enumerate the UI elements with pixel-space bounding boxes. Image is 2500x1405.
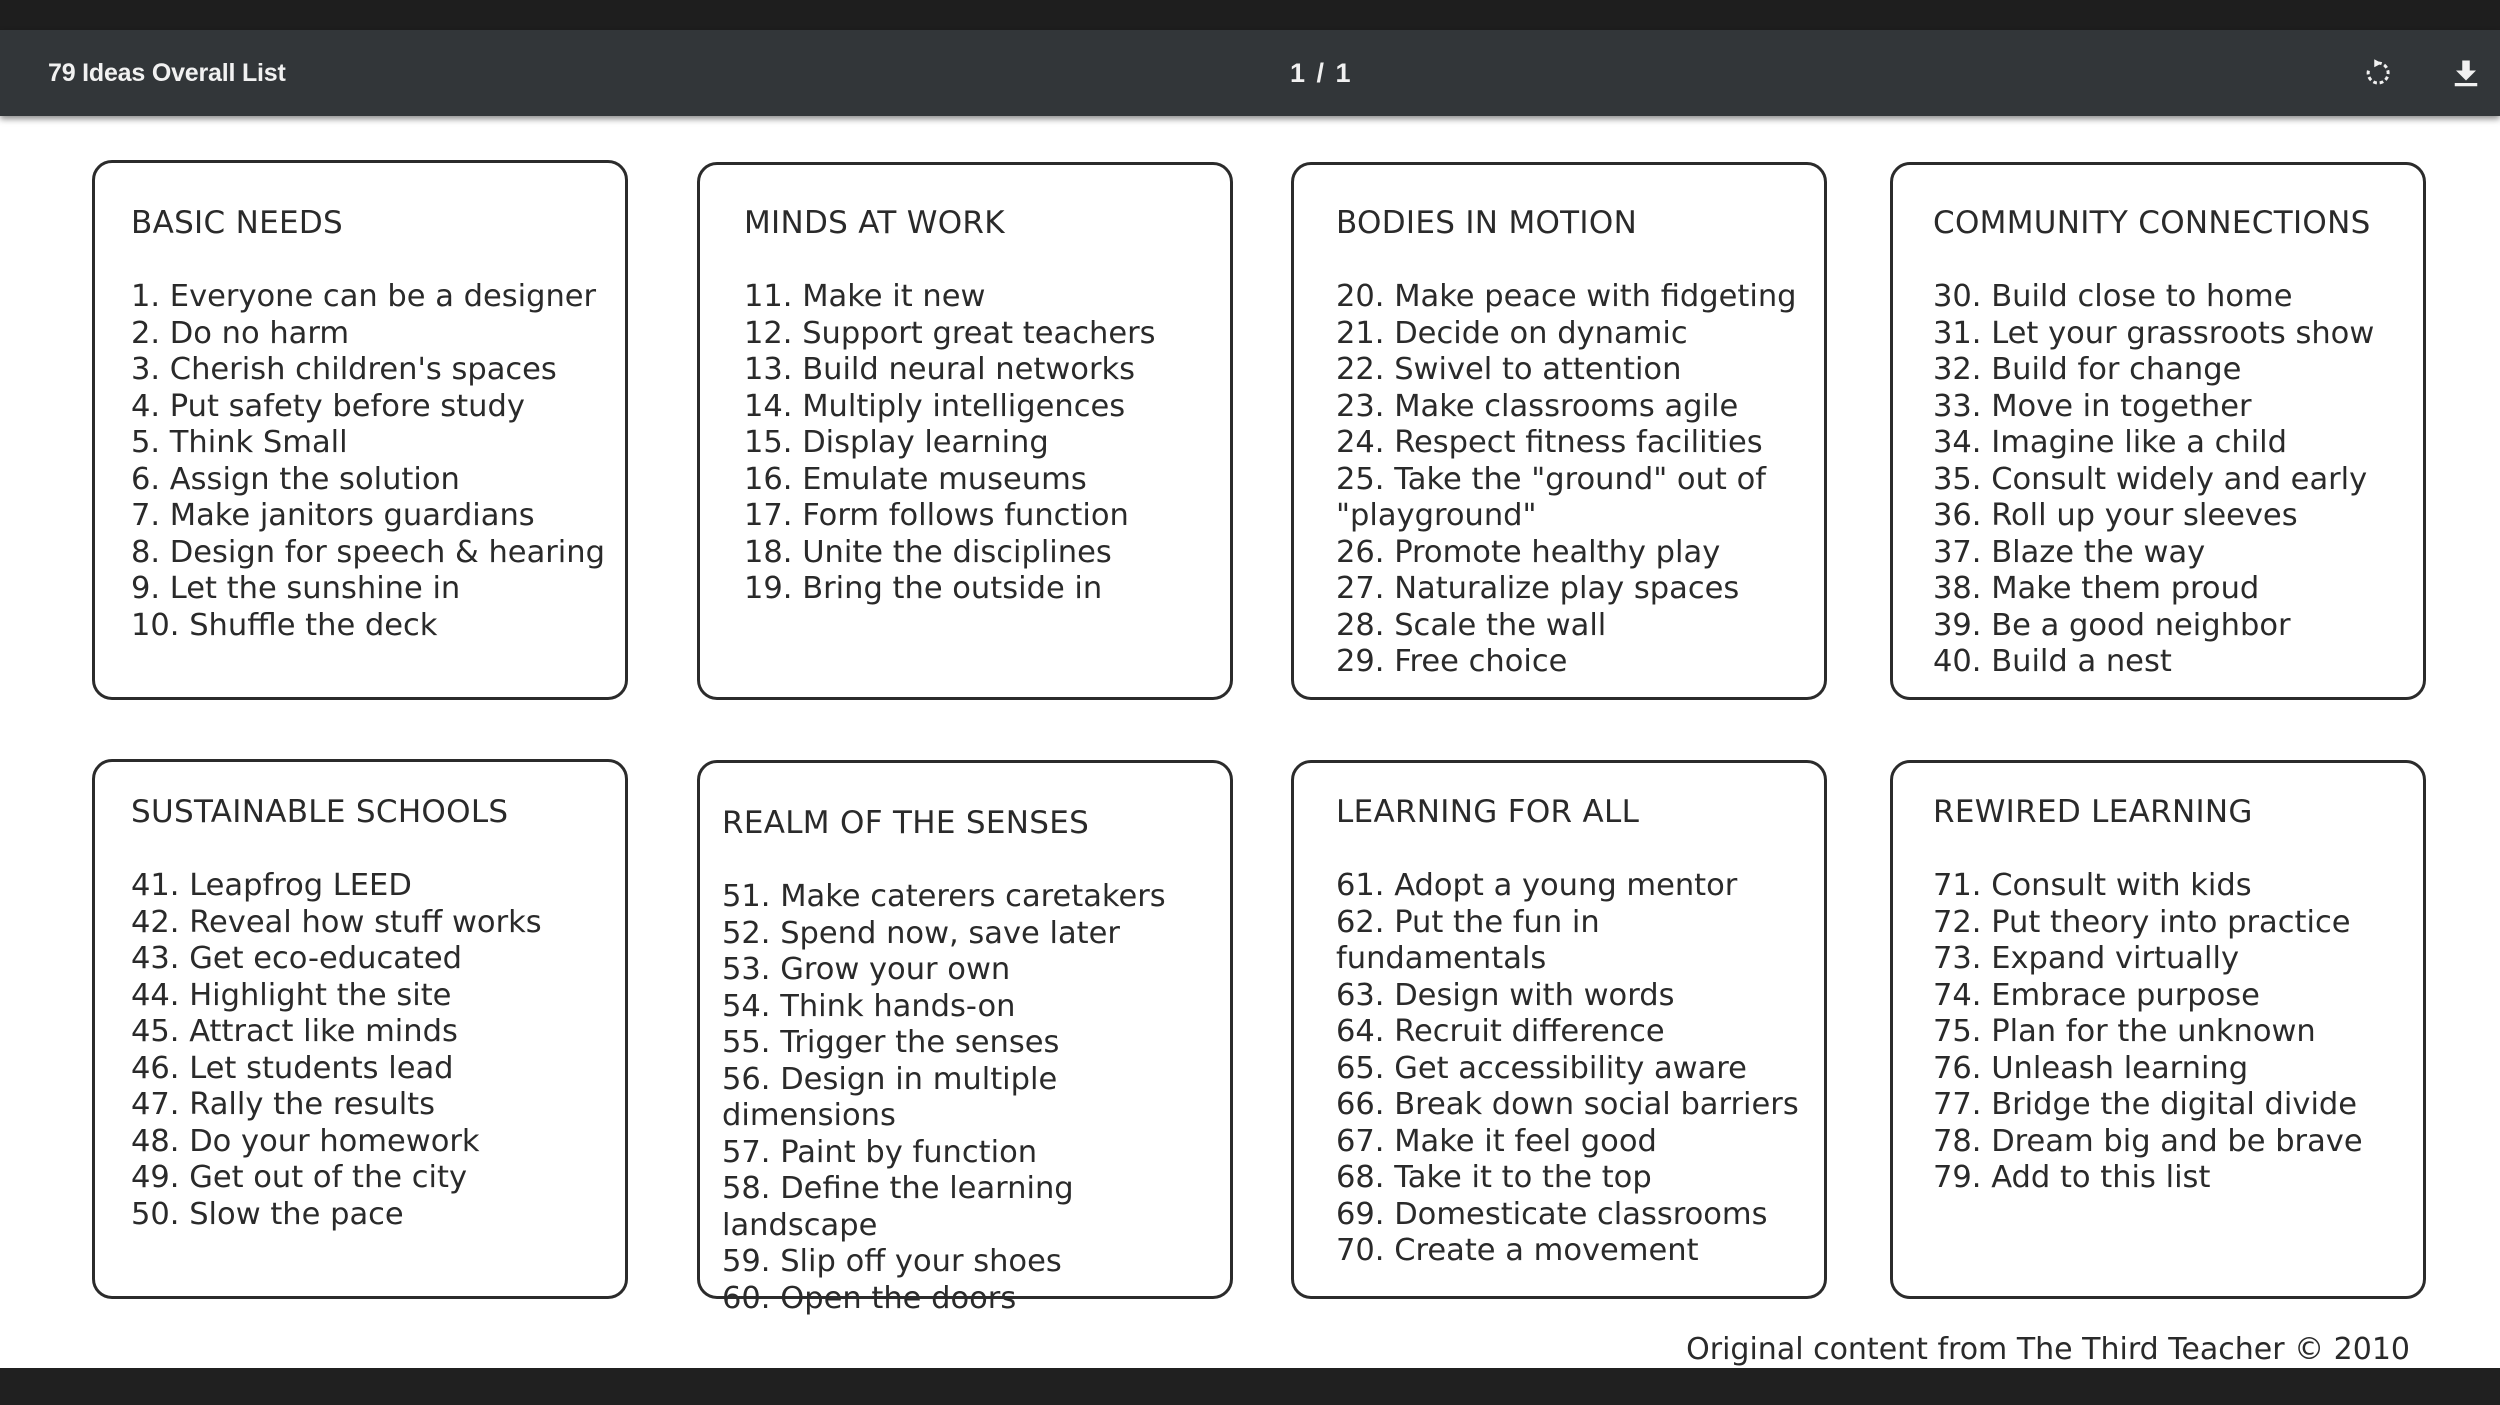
list-item: 29. Free choice <box>1336 644 1568 679</box>
list-item: 62. Put the fun in fundamentals <box>1336 904 1600 976</box>
list-item: 75. Plan for the unknown <box>1933 1014 2316 1049</box>
list-item: 36. Roll up your sleeves <box>1933 498 2298 533</box>
pdf-page <box>0 116 2500 1368</box>
idea-list <box>722 879 1230 1317</box>
card-basic-needs <box>92 160 628 700</box>
list-item: 47. Rally the results <box>131 1087 436 1122</box>
card-bodies-in-motion <box>1291 162 1827 700</box>
list-item: 2. Do no harm <box>131 315 350 351</box>
list-item: 56. Design in multiple dimensions <box>722 1061 1058 1133</box>
rotate-button[interactable] <box>2356 51 2400 95</box>
list-item: 79. Add to this list <box>1933 1160 2211 1195</box>
list-item: 64. Recruit difference <box>1336 1014 1665 1049</box>
list-item: 8. Design for speech & hearing <box>131 534 605 570</box>
idea-list <box>1933 868 2423 1197</box>
download-icon <box>2451 58 2481 88</box>
list-item: 22. Swivel to attention <box>1336 352 1682 387</box>
card-heading: REWIRED LEARNING <box>1933 794 2253 830</box>
list-item: 65. Get accessibility aware <box>1336 1050 1747 1086</box>
list-item: 57. Paint by function <box>722 1134 1038 1170</box>
copyright-footer: Original content from The Third Teacher © 2010 <box>1686 1332 2410 1367</box>
rotate-icon <box>2363 58 2393 88</box>
list-item: 26. Promote healthy play <box>1336 534 1721 570</box>
list-item: 31. Let your grassroots show <box>1933 315 2375 351</box>
list-item: 78. Dream big and be brave <box>1933 1123 2363 1159</box>
list-item: 1. Everyone can be a designer <box>131 279 597 314</box>
card-rewired-learning <box>1890 760 2426 1299</box>
download-button[interactable] <box>2444 51 2488 95</box>
list-item: 61. Adopt a young mentor <box>1336 868 1738 903</box>
list-item: 3. Cherish children's spaces <box>131 352 557 387</box>
list-item: 30. Build close to home <box>1933 279 2293 314</box>
card-heading: BODIES IN MOTION <box>1336 205 1638 241</box>
list-item: 32. Build for change <box>1933 352 2242 387</box>
list-item: 18. Unite the disciplines <box>744 534 1112 570</box>
list-item: 17. Form follows function <box>744 498 1129 533</box>
list-item: 54. Think hands-on <box>722 988 1016 1024</box>
list-item: 14. Multiply intelligences <box>744 388 1126 424</box>
list-item: 27. Naturalize play spaces <box>1336 571 1740 606</box>
window-top-strip <box>0 0 2500 30</box>
list-item: 13. Build neural networks <box>744 352 1136 387</box>
list-item: 7. Make janitors guardians <box>131 498 535 533</box>
card-heading: MINDS AT WORK <box>744 205 1005 241</box>
list-item: 6. Assign the solution <box>131 461 460 497</box>
list-item: 50. Slow the pace <box>131 1196 404 1232</box>
idea-list <box>131 279 625 644</box>
list-item: 59. Slip off your shoes <box>722 1244 1062 1279</box>
list-item: 35. Consult widely and early <box>1933 461 2368 497</box>
list-item: 15. Display learning <box>744 425 1049 460</box>
card-minds-at-work <box>697 162 1233 700</box>
card-heading: REALM OF THE SENSES <box>722 805 1090 841</box>
list-item: 55. Trigger the senses <box>722 1025 1060 1060</box>
list-item: 16. Emulate museums <box>744 461 1087 497</box>
list-item: 72. Put theory into practice <box>1933 904 2351 940</box>
document-title: 79 Ideas Overall List <box>48 59 286 87</box>
list-item: 77. Bridge the digital divide <box>1933 1087 2358 1122</box>
idea-list <box>1933 279 2423 681</box>
list-item: 41. Leapfrog LEED <box>131 868 412 903</box>
list-item: 21. Decide on dynamic <box>1336 315 1688 351</box>
list-item: 67. Make it feel good <box>1336 1123 1657 1159</box>
idea-list <box>1336 279 1824 681</box>
list-item: 42. Reveal how stuff works <box>131 904 542 940</box>
list-item: 66. Break down social barriers <box>1336 1087 1799 1122</box>
card-community-connections <box>1890 162 2426 700</box>
list-item: 69. Domesticate classrooms <box>1336 1196 1768 1232</box>
idea-list <box>1336 868 1824 1270</box>
list-item: 33. Move in together <box>1933 388 2252 424</box>
idea-list <box>744 279 1230 608</box>
list-item: 60. Open the doors <box>722 1280 1017 1316</box>
card-heading: COMMUNITY CONNECTIONS <box>1933 205 2371 241</box>
list-item: 23. Make classrooms agile <box>1336 388 1739 424</box>
list-item: 58. Define the learning landscape <box>722 1171 1074 1243</box>
list-item: 25. Take the "ground" out of "playground" <box>1336 461 1766 533</box>
list-item: 40. Build a nest <box>1933 644 2172 679</box>
card-learning-for-all <box>1291 760 1827 1299</box>
list-item: 9. Let the sunshine in <box>131 571 461 606</box>
list-item: 39. Be a good neighbor <box>1933 607 2291 643</box>
list-item: 12. Support great teachers <box>744 315 1156 351</box>
list-item: 24. Respect fitness facilities <box>1336 425 1763 460</box>
list-item: 49. Get out of the city <box>131 1160 467 1195</box>
list-item: 46. Let students lead <box>131 1050 454 1086</box>
list-item: 20. Make peace with fidgeting <box>1336 279 1797 314</box>
card-heading: LEARNING FOR ALL <box>1336 794 1640 830</box>
list-item: 44. Highlight the site <box>131 977 452 1013</box>
list-item: 28. Scale the wall <box>1336 607 1607 643</box>
card-heading: SUSTAINABLE SCHOOLS <box>131 794 509 830</box>
card-realm-of-the-senses <box>697 760 1233 1316</box>
list-item: 4. Put safety before study <box>131 388 525 424</box>
idea-list <box>131 868 625 1233</box>
list-item: 38. Make them proud <box>1933 571 2260 606</box>
list-item: 48. Do your homework <box>131 1123 480 1159</box>
list-item: 73. Expand virtually <box>1933 941 2239 976</box>
viewer-bottom-strip <box>0 1368 2500 1405</box>
list-item: 68. Take it to the top <box>1336 1160 1652 1195</box>
list-item: 63. Design with words <box>1336 977 1675 1013</box>
list-item: 5. Think Small <box>131 425 348 460</box>
list-item: 11. Make it new <box>744 279 986 314</box>
list-item: 53. Grow your own <box>722 952 1011 987</box>
pdf-toolbar <box>0 30 2500 116</box>
list-item: 45. Attract like minds <box>131 1014 458 1049</box>
card-sustainable-schools <box>92 759 628 1299</box>
list-item: 43. Get eco-educated <box>131 941 463 976</box>
list-item: 76. Unleash learning <box>1933 1050 2249 1086</box>
page-indicator: 1 / 1 <box>1290 58 1353 88</box>
list-item: 19. Bring the outside in <box>744 571 1103 606</box>
list-item: 70. Create a movement <box>1336 1233 1699 1268</box>
list-item: 71. Consult with kids <box>1933 868 2252 903</box>
card-heading: BASIC NEEDS <box>131 205 344 241</box>
list-item: 52. Spend now, save later <box>722 915 1120 951</box>
list-item: 74. Embrace purpose <box>1933 977 2260 1013</box>
list-item: 37. Blaze the way <box>1933 534 2206 570</box>
list-item: 10. Shuffle the deck <box>131 607 438 643</box>
list-item: 34. Imagine like a child <box>1933 425 2287 460</box>
list-item: 51. Make caterers caretakers <box>722 879 1166 914</box>
